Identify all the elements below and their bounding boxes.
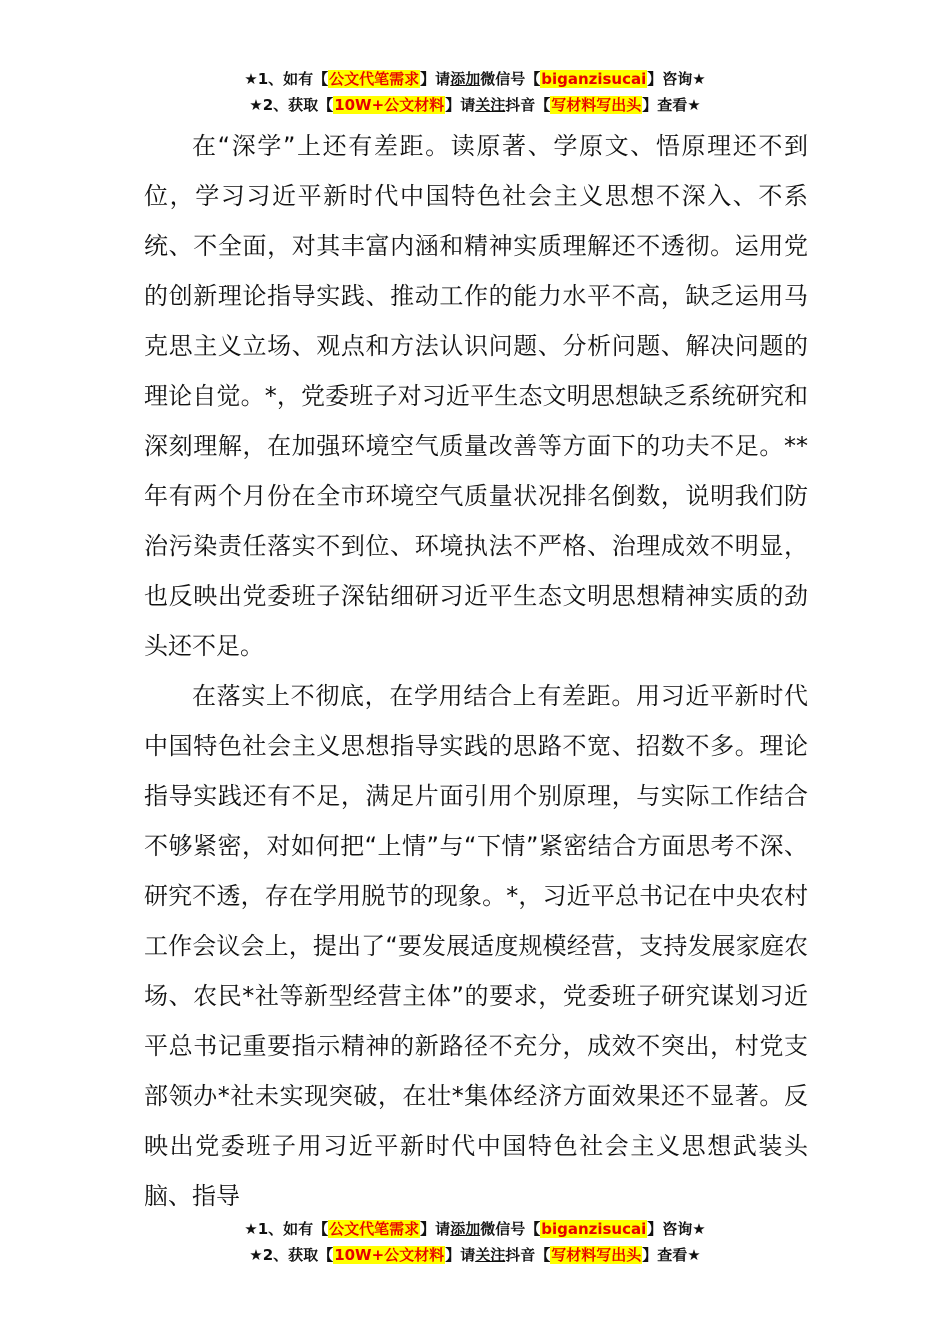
promo-text: 】咨询★: [647, 1220, 706, 1238]
promo-text: ★1、如有【: [244, 1220, 329, 1238]
promo-line-1: [0, 66, 950, 92]
promo-underlined: 关注: [475, 96, 506, 114]
header-promo-banner: [0, 66, 950, 118]
promo-line-1: [0, 1216, 950, 1242]
body-paragraph-2: 在落实上不彻底，在学用结合上有差距。用习近平新时代中国特色社会主义思想指导实践的思路不宽、招数不多。理论指导实践还有不足，满足片面引用个别原理，与实际工作结合不够紧密，对如何把“上情”与“下情”紧密结合方面思考不深、研究不透，存在学用脱节的现象。*，习近平总书记在中央农村工作会议会上，提出了“要发展适度规模经营，支持发展家庭农场、农民*社等新型经营主体”的要求，党委班子研究谋划习近平总书记重要指示精神的新路径不充分，成效不突出，村党支部领办*社未实现突破，在壮*集体经济方面效果还不显著。反映出党委班子用习近平新时代中国特色社会主义思想武装头脑、指导: [144, 682, 808, 1210]
promo-text: 】查看★: [642, 96, 701, 114]
promo-text: 】咨询★: [647, 70, 706, 88]
promo-highlight: biganzisucai: [541, 1220, 647, 1238]
promo-underlined: 添加: [450, 1220, 481, 1238]
promo-highlight: 公文代笔需求: [329, 1220, 420, 1238]
promo-highlight: 写材料写出头: [551, 96, 642, 114]
document-body: [144, 121, 808, 1221]
promo-line-2: [0, 92, 950, 118]
promo-highlight: biganzisucai: [541, 70, 647, 88]
body-paragraph-1: 在“深学”上还有差距。读原著、学原文、悟原理还不到位，学习习近平新时代中国特色社会主义思想不深入、不系统、不全面，对其丰富内涵和精神实质理解还不透彻。运用党的创新理论指导实践、推动工作的能力水平不高，缺乏运用马克思主义立场、观点和方法认识问题、分析问题、解决问题的理论自觉。*，党委班子对习近平生态文明思想缺乏系统研究和深刻理解，在加强环境空气质量改善等方面下的功夫不足。**年有两个月份在全市环境空气质量状况排名倒数，说明我们防治污染责任落实不到位、环境执法不严格、治理成效不明显，也反映出党委班子深钻细研习近平生态文明思想精神实质的劲头还不足。: [144, 132, 808, 660]
promo-line-2: [0, 1242, 950, 1268]
promo-text: 】查看★: [642, 1246, 701, 1264]
promo-text: 】请: [420, 1220, 451, 1238]
promo-text: 抖音【: [505, 1246, 551, 1264]
promo-underlined: 添加: [450, 70, 481, 88]
promo-underlined: 关注: [475, 1246, 506, 1264]
promo-text: ★1、如有【: [244, 70, 329, 88]
footer-promo-banner: [0, 1216, 950, 1268]
promo-text: 】请: [420, 70, 451, 88]
promo-text: ★2、获取【: [249, 96, 334, 114]
promo-highlight: 10W+公文材料: [334, 1246, 445, 1264]
promo-highlight: 公文代笔需求: [329, 70, 420, 88]
promo-highlight: 10W+公文材料: [334, 96, 445, 114]
promo-text: 抖音【: [505, 96, 551, 114]
promo-text: ★2、获取【: [249, 1246, 334, 1264]
promo-text: 微信号【: [480, 1220, 541, 1238]
promo-highlight: 写材料写出头: [551, 1246, 642, 1264]
promo-text: 】请: [445, 96, 476, 114]
promo-text: 微信号【: [480, 70, 541, 88]
promo-text: 】请: [445, 1246, 476, 1264]
